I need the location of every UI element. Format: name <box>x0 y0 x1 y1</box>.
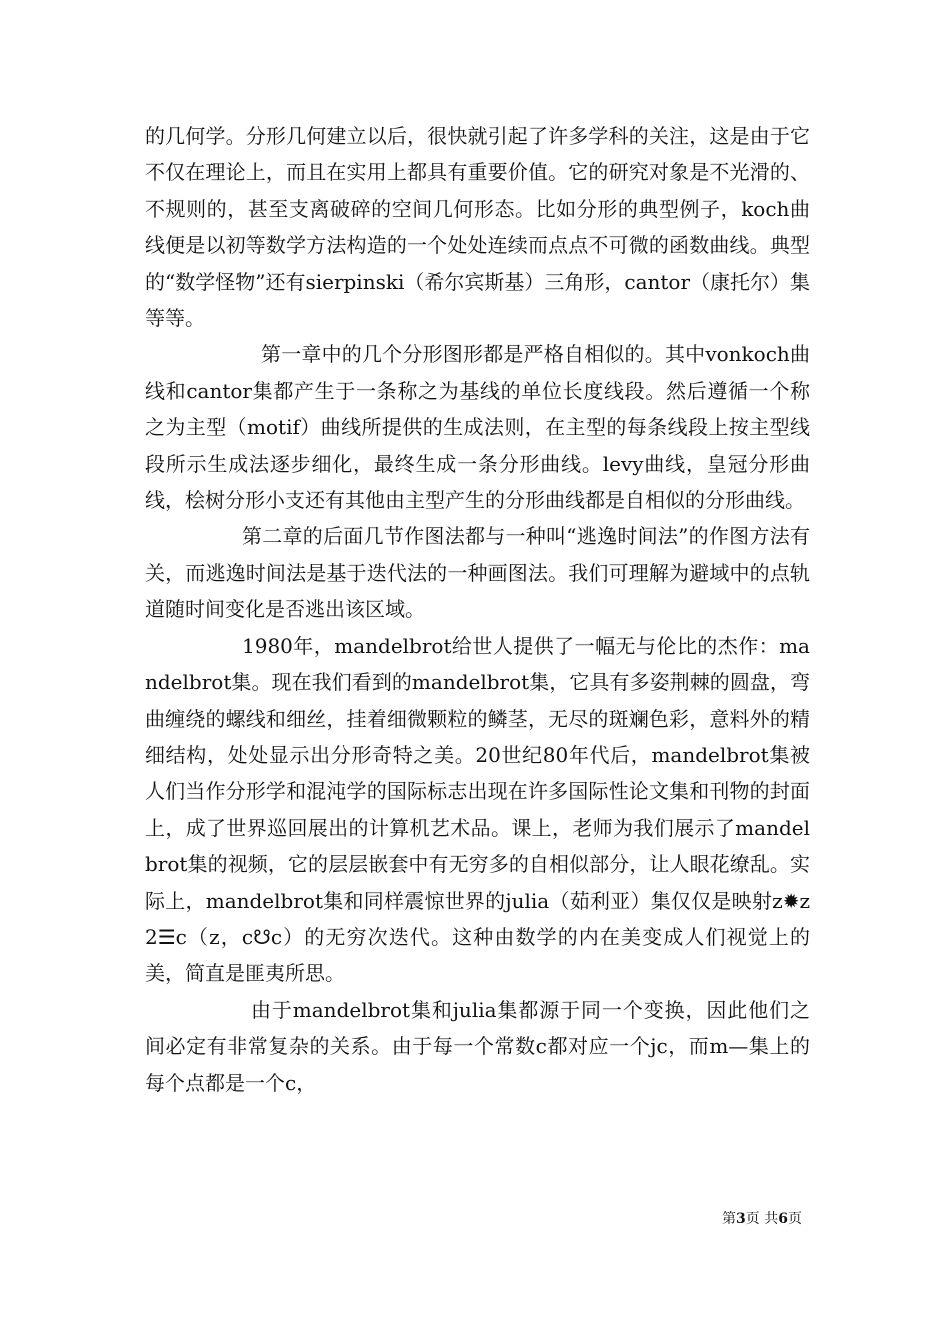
body-text <box>145 118 810 1101</box>
paragraph-mandelbrot-set: 1980年，mandelbrot给世人提供了一幅无与伦比的杰作：mandelbrot集。现在我们看到的mandelbrot集，它具有多姿荆棘的圆盘，弯曲缠绕的螺线和细丝，挂着细微颗粒的鳞茎，无尽的斑斓色彩，意料外的精细结构，处处显示出分形奇特之美。20世纪80年代后，mandelbrot集被人们当作分形学和混沌学的国际标志出现在许多国际性论文集和刊物的封面上，成了世界巡回展出的计算机艺术品。课上，老师为我们展示了mandelbrot集的视频，它的层层嵌套中有无穷多的自相似部分，让人眼花缭乱。实际上，mandelbrot集和同样震惊世界的julia（茹利亚）集仅仅是映射z✹z2☰c（z，c☋c）的无穷次迭代。这种由数学的内在美变成人们视觉上的美，简直是匪夷所思。 <box>145 633 810 986</box>
page-number-footer <box>722 1208 802 1228</box>
paragraph-mandelbrot-julia-relation: 由于mandelbrot集和julia集都源于同一个变换，因此他们之间必定有非常复杂的关系。由于每一个常数c都对应一个jc，而m—集上的每个点都是一个c， <box>145 997 810 1095</box>
footer-middle: 页 共 <box>745 1211 779 1227</box>
paragraph-chapter-one: 第一章中的几个分形图形都是严格自相似的。其中vonkoch曲线和cantor集都产生于一条称之为基线的单位长度线段。然后遵循一个称之为主型（motif）曲线所提供的生成法则，在主型的每条线段上按主型线段所示生成法逐步细化，最终生成一条分形曲线。levy曲线，皇冠分形曲线，桧树分形小支还有其他由主型产生的分形曲线都是自相似的分形曲线。 <box>145 342 810 513</box>
footer-current-page: 3 <box>736 1211 746 1227</box>
footer-suffix: 页 <box>787 1211 802 1227</box>
paragraph-fractal-geometry-intro: 的几何学。分形几何建立以后，很快就引起了许多学科的关注，这是由于它不仅在理论上，而且在实用上都具有重要价值。它的研究对象是不光滑的、不规则的，甚至支离破碎的空间几何形态。比如分形的典型例子，koch曲线便是以初等数学方法构造的一个处处连续而点点不可微的函数曲线。典型的“数学怪物”还有sierpinski（希尔宾斯基）三角形，cantor（康托尔）集等等。 <box>145 124 811 331</box>
footer-total-pages: 6 <box>778 1211 788 1227</box>
footer-prefix: 第 <box>722 1211 736 1227</box>
paragraph-chapter-two: 第二章的后面几节作图法都与一种叫“逃逸时间法”的作图方法有关，而逃逸时间法是基于迭代法的一种画图法。我们可理解为避域中的点轨道随时间变化是否逃出该区域。 <box>145 524 810 622</box>
